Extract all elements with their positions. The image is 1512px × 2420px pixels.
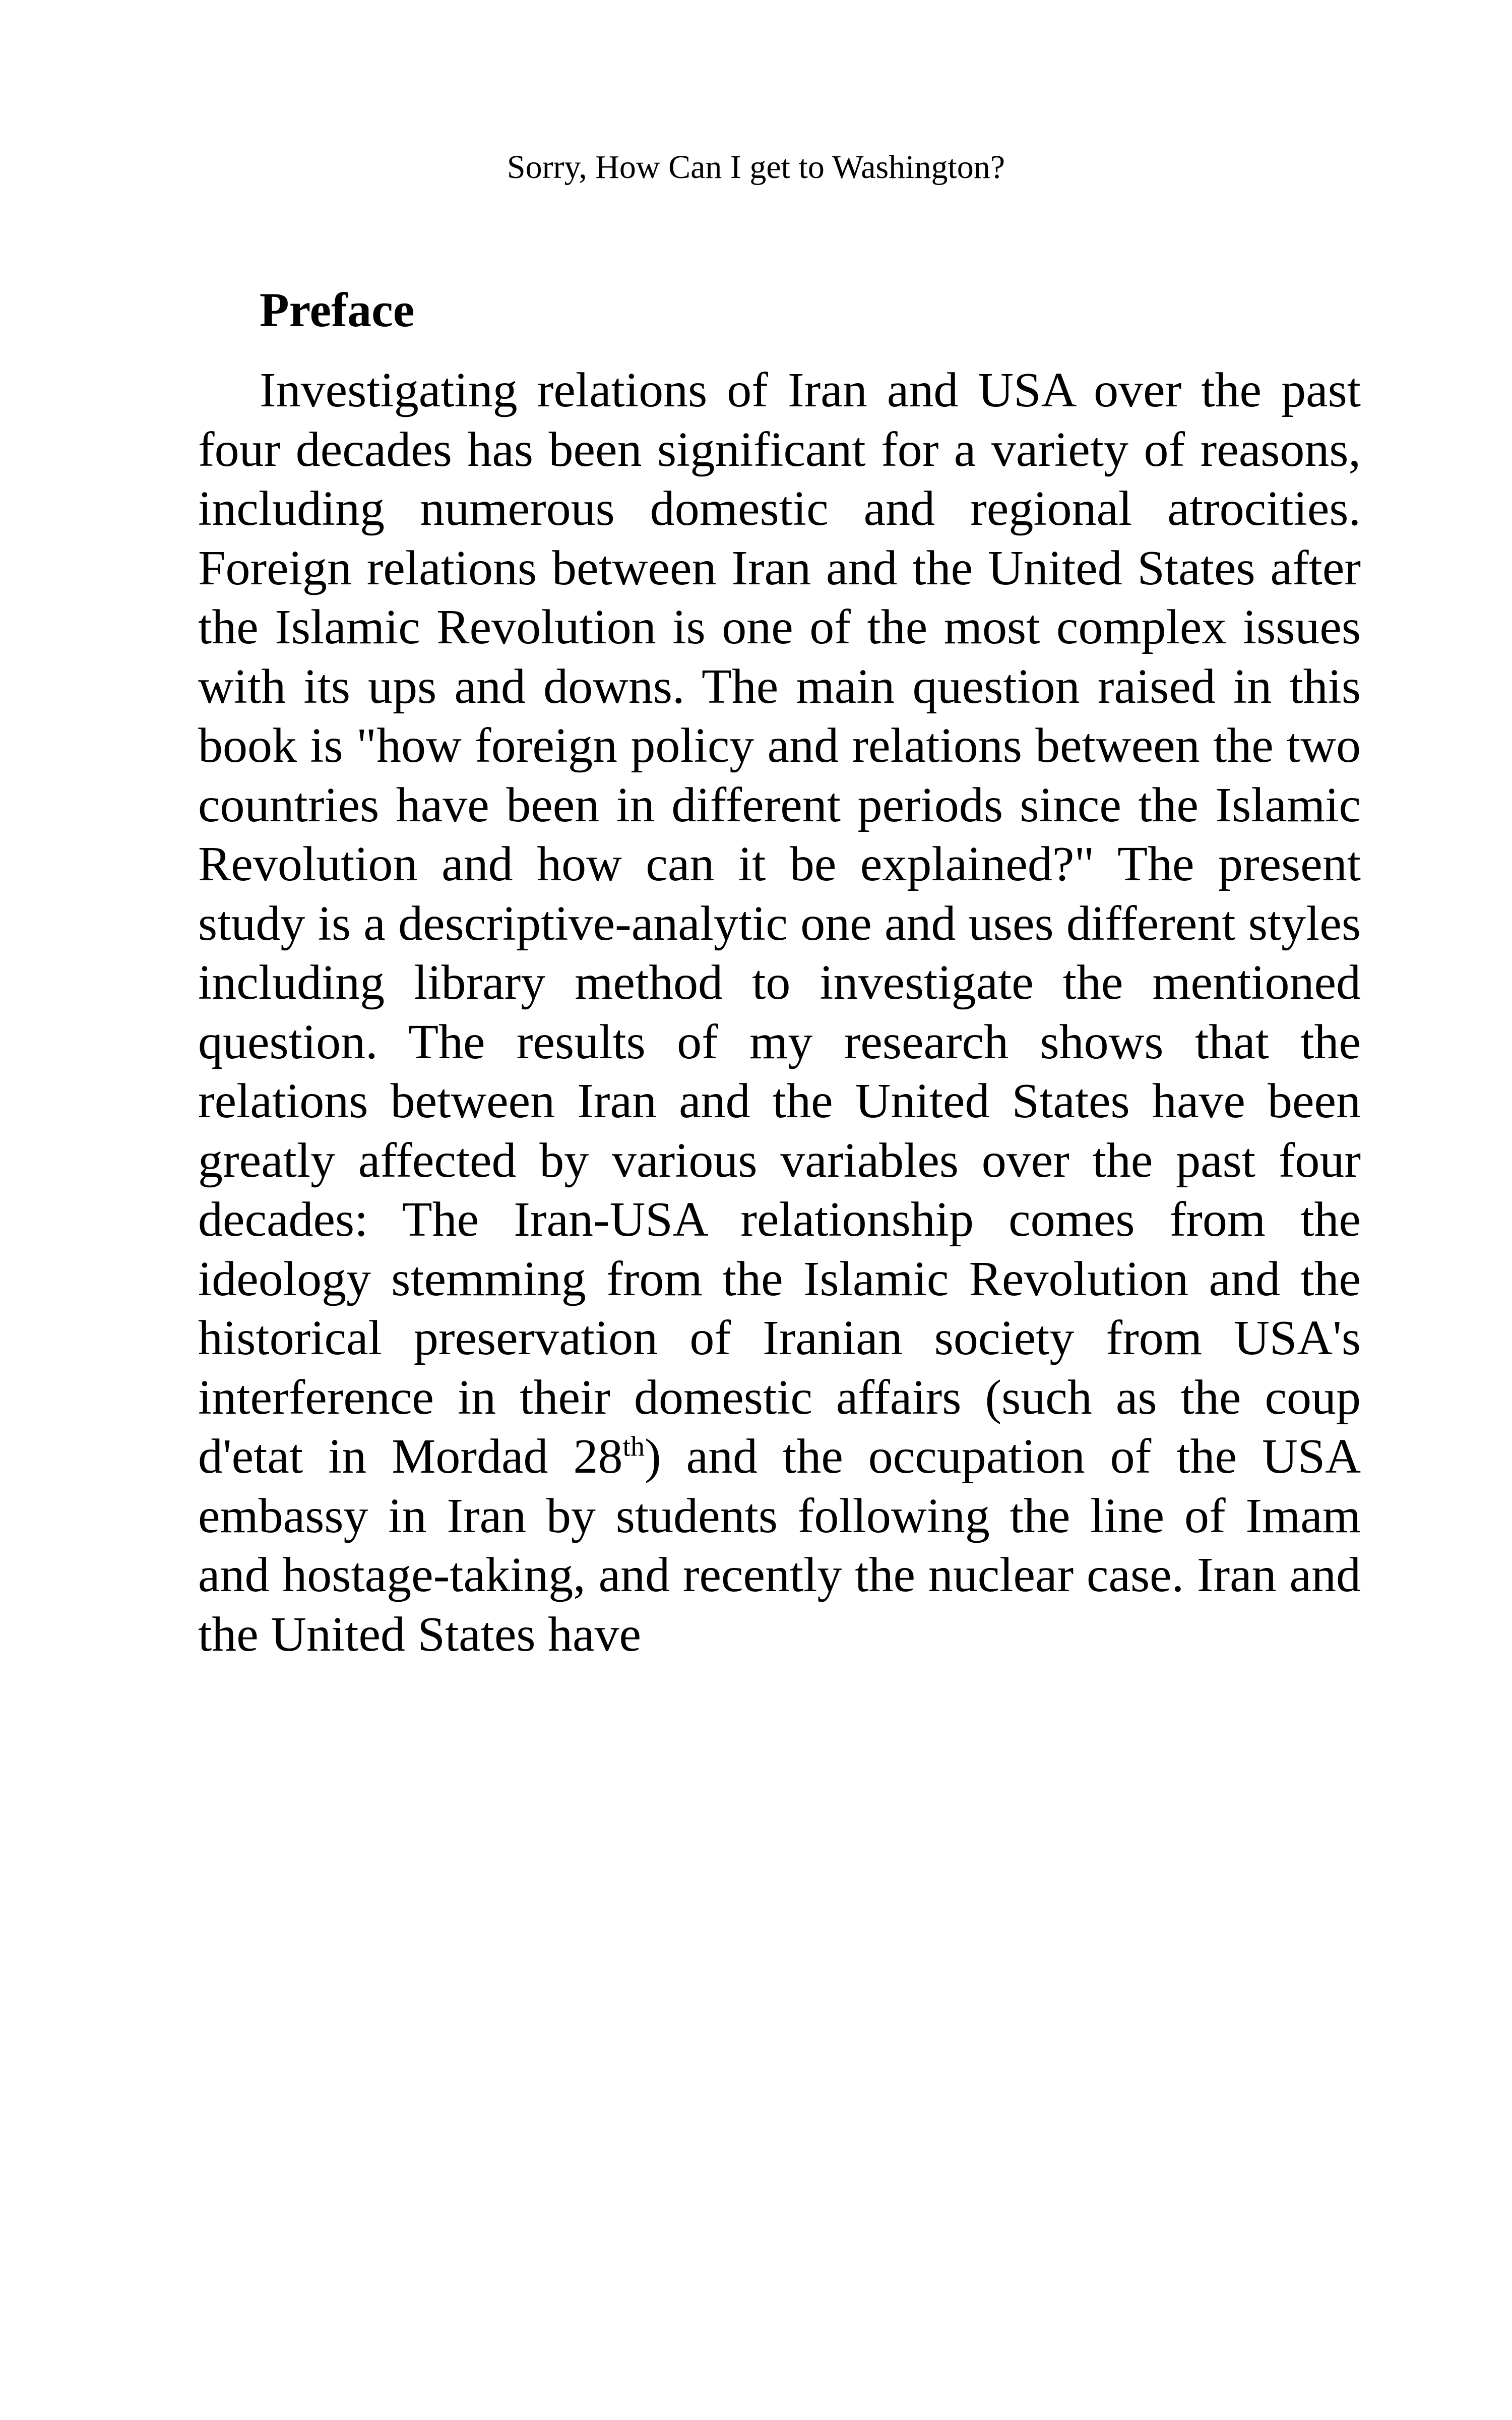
- paragraph-text-part-1: Investigating relations of Iran and USA over the past four decades has been significant for a variety of reasons, including numerous domestic and regional atrocities. Foreign relations between Iran and the United States after the Islamic Revolution is one of the most complex issues with its ups and downs. The main question raised in this book is "how foreign policy and relations between the two countries have been in different periods since the Islamic Revolution and how can it be explained?" The present study is a descriptive-analytic one and uses different styles including library method to investigate the mentioned question. The results of my research shows that the relations between Iran and the United States have been greatly affected by various variables over the past four decades: The Iran-USA relationship comes from the ideology stemming from the Islamic Revolution and the historical preservation of Iranian society from USA's interference in their domestic affairs (such as the coup d'etat in Mordad 28: [198, 363, 1361, 1484]
- paragraph-text-part-2: ) and the occupation of the USA embassy in Iran by students following the line of Imam and hostage-taking, and recently the nuclear case. Iran and the United States have: [198, 1429, 1361, 1662]
- ordinal-superscript: th: [622, 1431, 645, 1463]
- body-paragraph: [198, 361, 1361, 1664]
- running-header: Sorry, How Can I get to Washington?: [507, 149, 1005, 186]
- section-title: Preface: [260, 283, 415, 337]
